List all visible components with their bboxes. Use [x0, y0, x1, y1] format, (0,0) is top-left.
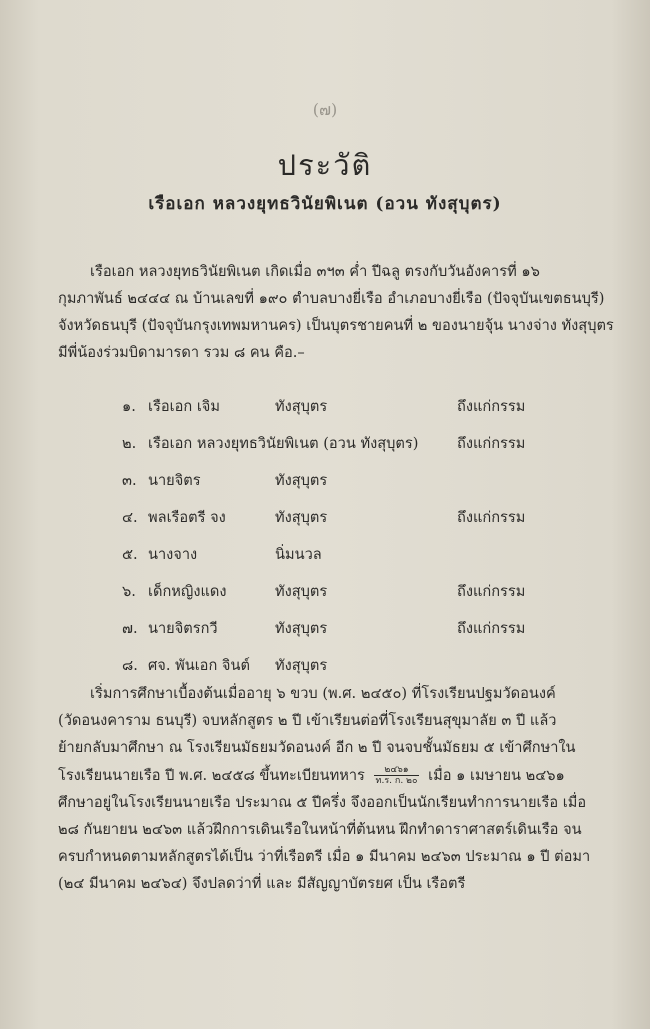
sibling-number: ๖. [122, 583, 136, 600]
sibling-surname: นิ่มนวล [275, 546, 322, 563]
sibling-name: นางจาง [148, 546, 198, 563]
paragraph-line: จังหวัดธนบุรี (ปัจจุบันกรุงเทพมหานคร) เป็นบุตรชายคนที่ ๒ ของนายจุ้น นางจ่าง ทังสุบุตร [58, 317, 614, 334]
sibling-number: ๕. [122, 546, 138, 563]
sibling-surname: ทังสุบุตร [275, 472, 328, 489]
sibling-name: เรือเอก หลวงยุทธวินัยพิเนต (อวน ทังสุบุตร) [148, 435, 419, 452]
fraction-denominator: ท.ร. ก. ๒๐ [375, 776, 418, 787]
page-number: (๗) [312, 100, 338, 119]
sibling-status: ถึงแก่กรรม [457, 398, 526, 415]
sibling-number: ๗. [122, 620, 138, 637]
page-title: ประวัติ [277, 148, 373, 182]
sibling-status: ถึงแก่กรรม [457, 583, 526, 600]
sibling-number: ๑. [122, 398, 136, 415]
sibling-item [0, 466, 650, 496]
sibling-item [0, 577, 650, 607]
line-text: เมื่อ ๑ เมษายน ๒๔๖๑ [428, 766, 565, 784]
paragraph-line: ครบกำหนดตามหลักสูตรได้เป็น ว่าที่เรือตรี เมื่อ ๑ มีนาคม ๒๔๖๓ ประมาณ ๑ ปี ต่อมา [58, 848, 591, 866]
paragraph-line: (๒๔ มีนาคม ๒๔๖๔) จึงปลดว่าที่ และ มีสัญญาบัตรยศ เป็น เรือตรี [58, 875, 466, 893]
education-paragraph [58, 680, 618, 898]
sibling-name: พลเรือตรี จง [148, 509, 226, 526]
sibling-item [0, 651, 650, 681]
sibling-surname: ทังสุบุตร [275, 583, 328, 600]
sibling-status: ถึงแก่กรรม [457, 620, 526, 637]
paragraph-line: มีพี่น้องร่วมบิดามารดา รวม ๘ คน คือ.– [58, 344, 305, 361]
sibling-surname: ทังสุบุตร [275, 398, 328, 415]
sibling-item [0, 392, 650, 422]
sibling-name: เด็กหญิงแดง [148, 583, 227, 600]
sibling-status: ถึงแก่กรรม [457, 509, 526, 526]
sibling-name: นายจิตร [148, 472, 201, 489]
paragraph-line: ย้ายกลับมาศึกษา ณ โรงเรียนมัธยมวัดอนงค์ อีก ๒ ปี จนจบชั้นมัธยม ๕ เข้าศึกษาใน [58, 739, 576, 757]
line-text: โรงเรียนนายเรือ ปี พ.ศ. ๒๔๕๘ ขึ้นทะเบียนทหาร [58, 766, 365, 784]
sibling-item [0, 503, 650, 533]
registration-fraction [374, 765, 420, 786]
sibling-name: เรือเอก เจิม [148, 398, 220, 415]
paragraph-line: กุมภาพันธ์ ๒๔๔๔ ณ บ้านเลขที่ ๑๙๐ ตำบลบางยี่เรือ อำเภอบางยี่เรือ (ปัจจุบันเขตธนบุรี) [58, 290, 605, 307]
page-subtitle: เรือเอก หลวงยุทธวินัยพิเนต (อวน ทังสุบุตร) [148, 194, 502, 214]
paragraph-line: ศึกษาอยู่ในโรงเรียนนายเรือ ประมาณ ๕ ปีครึ่ง จึงออกเป็นนักเรียนทำการนายเรือ เมื่อ [58, 793, 587, 811]
sibling-item [0, 429, 650, 459]
intro-paragraph [58, 258, 618, 366]
sibling-name: นายจิตรกวี [148, 620, 218, 637]
fraction-numerator: ๒๔๖๑ [374, 765, 420, 776]
sibling-item [0, 540, 650, 570]
sibling-surname: ทังสุบุตร [275, 509, 328, 526]
paragraph-line [58, 762, 618, 789]
sibling-surname: ทังสุบุตร [275, 657, 328, 674]
sibling-surname: ทังสุบุตร [275, 620, 328, 637]
sibling-item [0, 614, 650, 644]
sibling-name: ศจ. พันเอก จินต์ [148, 657, 250, 674]
sibling-number: ๔. [122, 509, 138, 526]
sibling-number: ๓. [122, 472, 137, 489]
sibling-number: ๘. [122, 657, 138, 674]
paragraph-line: เริ่มการศึกษาเบื้องต้นเมื่ออายุ ๖ ขวบ (พ.ศ. ๒๔๕๐) ที่โรงเรียนปฐมวัดอนงค์ [90, 685, 556, 702]
paragraph-line: ๒๘ กันยายน ๒๔๖๓ แล้วฝึกการเดินเรือในหน้าที่ต้นหน ฝึกทำดาราศาสตร์เดินเรือ จน [58, 821, 582, 839]
paragraph-line: เรือเอก หลวงยุทธวินัยพิเนต เกิดเมื่อ ๓ฯ๓ ค่ำ ปีฉลู ตรงกับวันอังคารที่ ๑๖ [90, 263, 540, 280]
sibling-status: ถึงแก่กรรม [457, 435, 526, 452]
sibling-number: ๒. [122, 435, 137, 452]
paragraph-line: (วัดอนงคาราม ธนบุรี) จบหลักสูตร ๒ ปี เข้าเรียนต่อที่โรงเรียนสุขุมาลัย ๓ ปี แล้ว [58, 712, 557, 730]
